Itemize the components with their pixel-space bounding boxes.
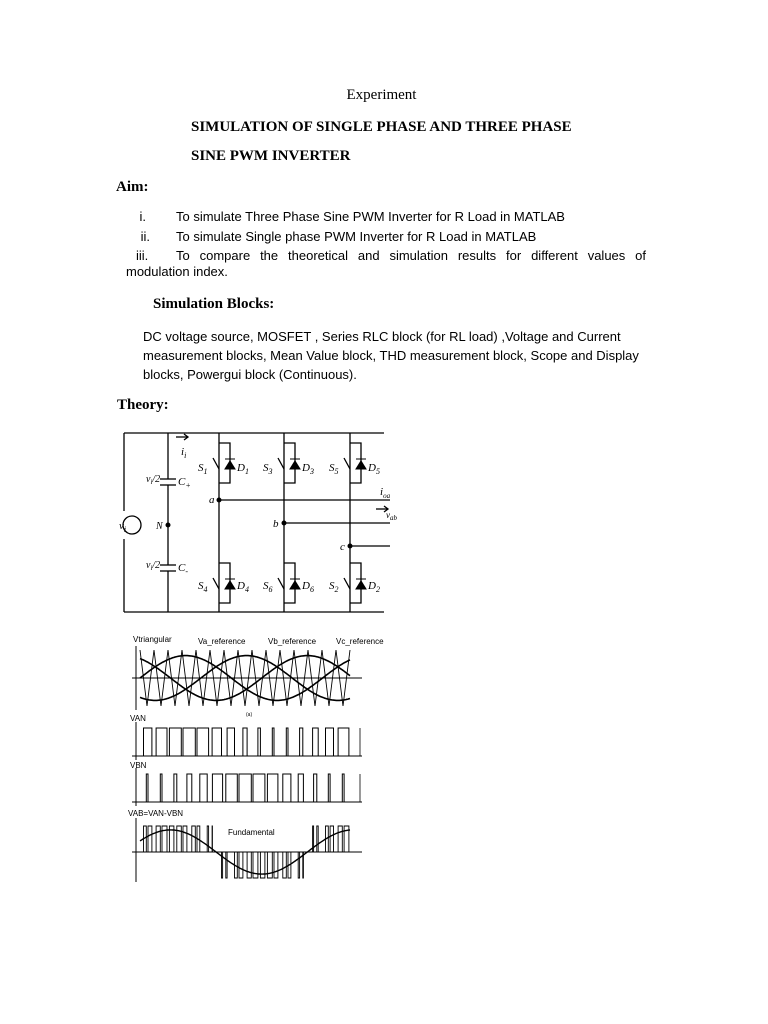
theory-heading: Theory: <box>117 397 169 413</box>
dc-current-label: $i_i$ <box>181 446 187 460</box>
sine-pwm-waveforms <box>128 632 388 882</box>
switch-label: $S_5$ <box>329 462 339 476</box>
aim-item-number: i. <box>139 209 146 224</box>
switch-label: $S_1$ <box>198 462 208 476</box>
aim-item-text-line-1: To compare the theoretical and simulation results for different values of <box>176 248 646 263</box>
output-current-label: $i_{oa}$ <box>380 486 391 500</box>
neutral-label: N <box>156 521 163 532</box>
diode-label: $D_2$ <box>368 580 380 594</box>
switch-label: $S_4$ <box>198 580 208 594</box>
source-label: $v_i$ <box>119 520 127 534</box>
document-title-line-2: SINE PWM INVERTER <box>191 148 351 164</box>
switch-label: $S_6$ <box>263 580 273 594</box>
time-label: (a) <box>246 712 253 718</box>
diode-label: $D_5$ <box>368 462 380 476</box>
vab-label: VAB=VAN-VBN <box>128 809 184 818</box>
diode-label: $D_3$ <box>302 462 314 476</box>
vc-reference-label: Vc_reference <box>336 637 384 646</box>
aim-item-text: To simulate Single phase PWM Inverter for R Load in MATLAB <box>176 229 537 244</box>
simulation-blocks-heading: Simulation Blocks: <box>153 296 275 312</box>
diode-label: $D_4$ <box>237 580 249 594</box>
node-a-label: a <box>209 494 215 506</box>
document-title-line-1: SIMULATION OF SINGLE PHASE AND THREE PHASE <box>191 119 572 135</box>
three-phase-inverter-diagram <box>118 425 398 620</box>
switch-label: $S_2$ <box>329 580 339 594</box>
simulation-blocks-text: DC voltage source, MOSFET , Series RLC block (for RL load) ,Voltage and Current measurement blocks, Mean Value block, THD measurement block, Scope and Display blocks, Powergui block (Continuous). <box>143 329 639 382</box>
experiment-label: Experiment <box>346 87 417 103</box>
switch-label: $S_3$ <box>263 462 273 476</box>
aim-item-text: To simulate Three Phase Sine PWM Inverter for R Load in MATLAB <box>176 209 565 224</box>
va-reference-label: Va_reference <box>198 637 246 646</box>
output-voltage-label: $v_{ab}$ <box>386 510 397 522</box>
aim-item-3 <box>126 248 646 280</box>
diode-label: $D_6$ <box>302 580 314 594</box>
capacitor-top-name: $C_+$ <box>178 476 191 490</box>
aim-item-text-line-2: modulation index. <box>126 264 228 279</box>
aim-heading: Aim: <box>116 179 149 195</box>
triangular-label: Vtriangular <box>133 635 172 644</box>
vb-reference-label: Vb_reference <box>268 637 317 646</box>
diode-label: $D_1$ <box>237 462 249 476</box>
aim-item-number: ii. <box>140 229 150 244</box>
van-pulse-train <box>140 728 350 756</box>
node-b-label: b <box>273 518 279 530</box>
vbn-label: VBN <box>130 761 147 770</box>
capacitor-bottom-voltage: $v_i/2$ <box>146 560 161 572</box>
aim-item-number: iii. <box>136 248 149 263</box>
vbn-pulse-train <box>140 774 350 802</box>
van-label: VAN <box>130 714 146 723</box>
fundamental-label: Fundamental <box>228 828 275 837</box>
node-c-label: c <box>340 541 345 553</box>
capacitor-top-voltage: $v_i/2$ <box>146 474 161 486</box>
capacitor-bottom-name: $C_-$ <box>178 562 189 576</box>
